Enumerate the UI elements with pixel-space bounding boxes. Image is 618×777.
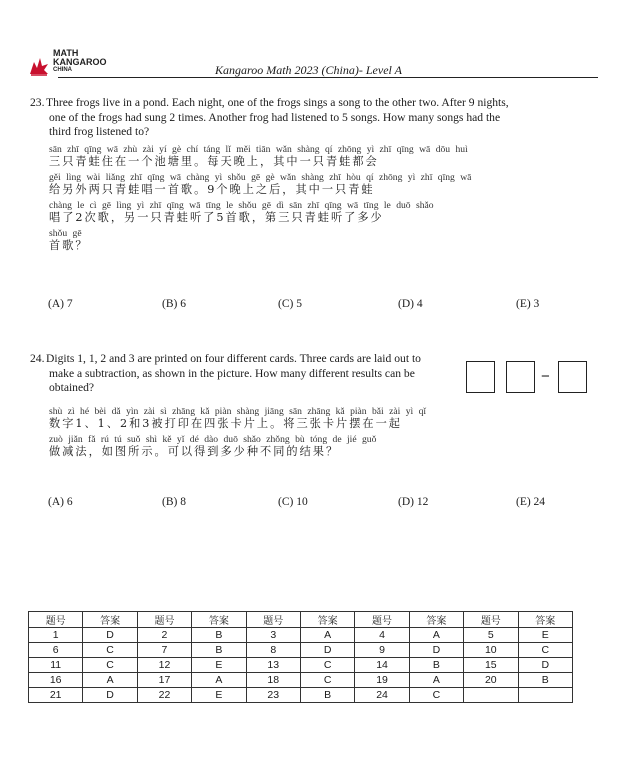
page-title: Kangaroo Math 2023 (China)- Level A — [215, 63, 402, 77]
column-header: 答案 — [300, 612, 354, 628]
question-23 — [30, 96, 578, 256]
column-header: 答案 — [409, 612, 463, 628]
answer-cell: D — [83, 628, 137, 643]
option-c[interactable]: (C) 10 — [278, 496, 308, 508]
chinese-line — [49, 172, 578, 196]
answer-cell: A — [300, 628, 354, 643]
question-number-cell: 9 — [355, 643, 409, 658]
question-number-cell: 11 — [29, 658, 83, 673]
option-d[interactable]: (D) 12 — [398, 496, 429, 508]
question-number: 23. — [30, 96, 45, 109]
answer-cell: A — [409, 628, 463, 643]
question-number-cell: 3 — [246, 628, 300, 643]
option-a[interactable]: (A) 7 — [48, 298, 73, 310]
header-divider — [58, 77, 598, 78]
answer-cell: D — [518, 658, 572, 673]
pinyin: chàng le cì gē lìng yì zhī qīng wā tīng le shǒu gē dì sān zhī qīng wā tīng le duō shǎo — [49, 199, 434, 211]
option-b[interactable]: (B) 8 — [162, 496, 186, 508]
answer-cell: D — [409, 643, 463, 658]
card-blank — [506, 361, 535, 393]
question-number-cell: 16 — [29, 673, 83, 688]
answer-cell: A — [409, 673, 463, 688]
table-row — [29, 688, 573, 703]
card-blank — [558, 361, 587, 393]
answer-cell: C — [300, 658, 354, 673]
question-number-cell: 10 — [464, 643, 518, 658]
answer-cell: D — [300, 643, 354, 658]
hanzi: 给另外两只青蛙唱一首歌。9个晚上之后，其中一只青蛙 — [49, 182, 375, 196]
chinese-line — [49, 228, 578, 252]
question-24-text: 24. Digits 1, 1, 2 and 3 are printed on four different cards. Three cards are laid out to make a subtraction, as shown in the picture. How many different results can be obtained? — [30, 352, 421, 394]
answer-cell: C — [518, 643, 572, 658]
question-number-cell: 1 — [29, 628, 83, 643]
answer-cell: E — [518, 628, 572, 643]
question-number-cell: 20 — [464, 673, 518, 688]
question-23-options — [48, 298, 568, 314]
answer-cell: C — [409, 688, 463, 703]
question-number-cell: 2 — [137, 628, 191, 643]
table-row — [29, 673, 573, 688]
question-24-chinese — [30, 406, 578, 458]
option-e[interactable]: (E) 24 — [516, 496, 546, 508]
answer-cell: B — [300, 688, 354, 703]
option-c[interactable]: (C) 5 — [278, 298, 302, 310]
question-number-cell: 22 — [137, 688, 191, 703]
pinyin: shǒu gē — [49, 227, 82, 239]
card-blank — [466, 361, 495, 393]
question-23-text: 23. Three frogs live in a pond. Each night, one of the frogs sings a song to the other two. After 9 nights, one of the frogs had sung 2 times. Another frog had listened to 5 songs. How many songs had the third frog listened to? — [30, 96, 509, 138]
answer-cell: A — [83, 673, 137, 688]
answer-cell: B — [409, 658, 463, 673]
question-24-chinese-wrap — [30, 406, 578, 462]
chinese-line — [49, 406, 578, 430]
option-b[interactable]: (B) 6 — [162, 298, 186, 310]
question-number-cell: 18 — [246, 673, 300, 688]
question-number-cell: 17 — [137, 673, 191, 688]
question-number-cell: 4 — [355, 628, 409, 643]
column-header: 题号 — [246, 612, 300, 628]
question-number-cell: 7 — [137, 643, 191, 658]
chinese-line — [49, 200, 578, 224]
chinese-line — [49, 144, 578, 168]
option-d[interactable]: (D) 4 — [398, 298, 423, 310]
answer-cell — [518, 688, 572, 703]
option-a[interactable]: (A) 6 — [48, 496, 73, 508]
answer-cell: A — [192, 673, 246, 688]
table-row — [29, 628, 573, 643]
question-number-cell: 24 — [355, 688, 409, 703]
question-number-cell: 5 — [464, 628, 518, 643]
answer-cell: E — [192, 688, 246, 703]
question-24-options — [48, 496, 568, 512]
answer-cell: C — [300, 673, 354, 688]
pinyin: zuò jiǎn fǎ rú tú suǒ shì kě yǐ dé dào duō shǎo zhǒng bù tóng de jié guǒ — [49, 434, 377, 445]
question-number-cell: 8 — [246, 643, 300, 658]
hanzi: 数字1、1、2和3被打印在四张卡片上。将三张卡片摆在一起 — [49, 417, 402, 430]
answer-cell: B — [192, 643, 246, 658]
answer-key-table — [28, 611, 573, 703]
hanzi: 三只青蛙住在一个池塘里。每天晚上，其中一只青蛙都会 — [49, 154, 379, 168]
question-24 — [30, 352, 470, 396]
pinyin: shù zì hé bèi dǎ yìn zài sì zhāng kǎ piàn shàng jiāng sān zhāng kǎ piàn bǎi zài yì qǐ — [49, 406, 427, 417]
question-number-cell: 21 — [29, 688, 83, 703]
page-header — [28, 46, 574, 80]
hanzi: 唱了2次歌，另一只青蛙听了5首歌，第三只青蛙听了多少 — [49, 210, 384, 224]
pinyin: sān zhī qīng wā zhù zài yí gè chí táng lǐ měi tiān wǎn shàng qí zhōng yì zhī qīng wā dōu huì — [49, 143, 468, 155]
question-number-cell: 12 — [137, 658, 191, 673]
answer-cell: C — [83, 643, 137, 658]
column-header: 题号 — [137, 612, 191, 628]
answer-cell: B — [192, 628, 246, 643]
column-header: 答案 — [518, 612, 572, 628]
question-number-cell: 13 — [246, 658, 300, 673]
column-header: 题号 — [29, 612, 83, 628]
chinese-line — [49, 434, 578, 458]
question-number-cell: 19 — [355, 673, 409, 688]
hanzi: 做减法，如图所示。可以得到多少种不同的结果？ — [49, 445, 340, 458]
answer-cell: E — [192, 658, 246, 673]
question-number: 24. — [30, 352, 45, 365]
question-number-cell — [464, 688, 518, 703]
column-header: 答案 — [83, 612, 137, 628]
question-23-chinese — [30, 144, 578, 252]
table-row — [29, 658, 573, 673]
pinyin: gěi lìng wài liǎng zhī qīng wā chàng yì shǒu gē gè wǎn shàng zhī hòu qí zhōng yì zhī qīng wā — [49, 171, 472, 183]
answer-cell: D — [83, 688, 137, 703]
kangaroo-logo-icon — [28, 54, 50, 76]
hanzi: 首歌？ — [49, 238, 89, 252]
table-header-row — [29, 612, 573, 628]
logo-text: MATH KANGAROO CHINA — [53, 48, 107, 73]
column-header: 答案 — [192, 612, 246, 628]
question-number-cell: 6 — [29, 643, 83, 658]
column-header: 题号 — [355, 612, 409, 628]
math-kangaroo-logo — [28, 46, 118, 78]
answer-cell: C — [83, 658, 137, 673]
question-number-cell: 14 — [355, 658, 409, 673]
minus-sign: − — [541, 368, 550, 385]
answer-cell: B — [518, 673, 572, 688]
table-row — [29, 643, 573, 658]
question-number-cell: 15 — [464, 658, 518, 673]
question-number-cell: 23 — [246, 688, 300, 703]
option-e[interactable]: (E) 3 — [516, 298, 540, 310]
subtraction-cards-figure — [466, 361, 588, 395]
column-header: 题号 — [464, 612, 518, 628]
